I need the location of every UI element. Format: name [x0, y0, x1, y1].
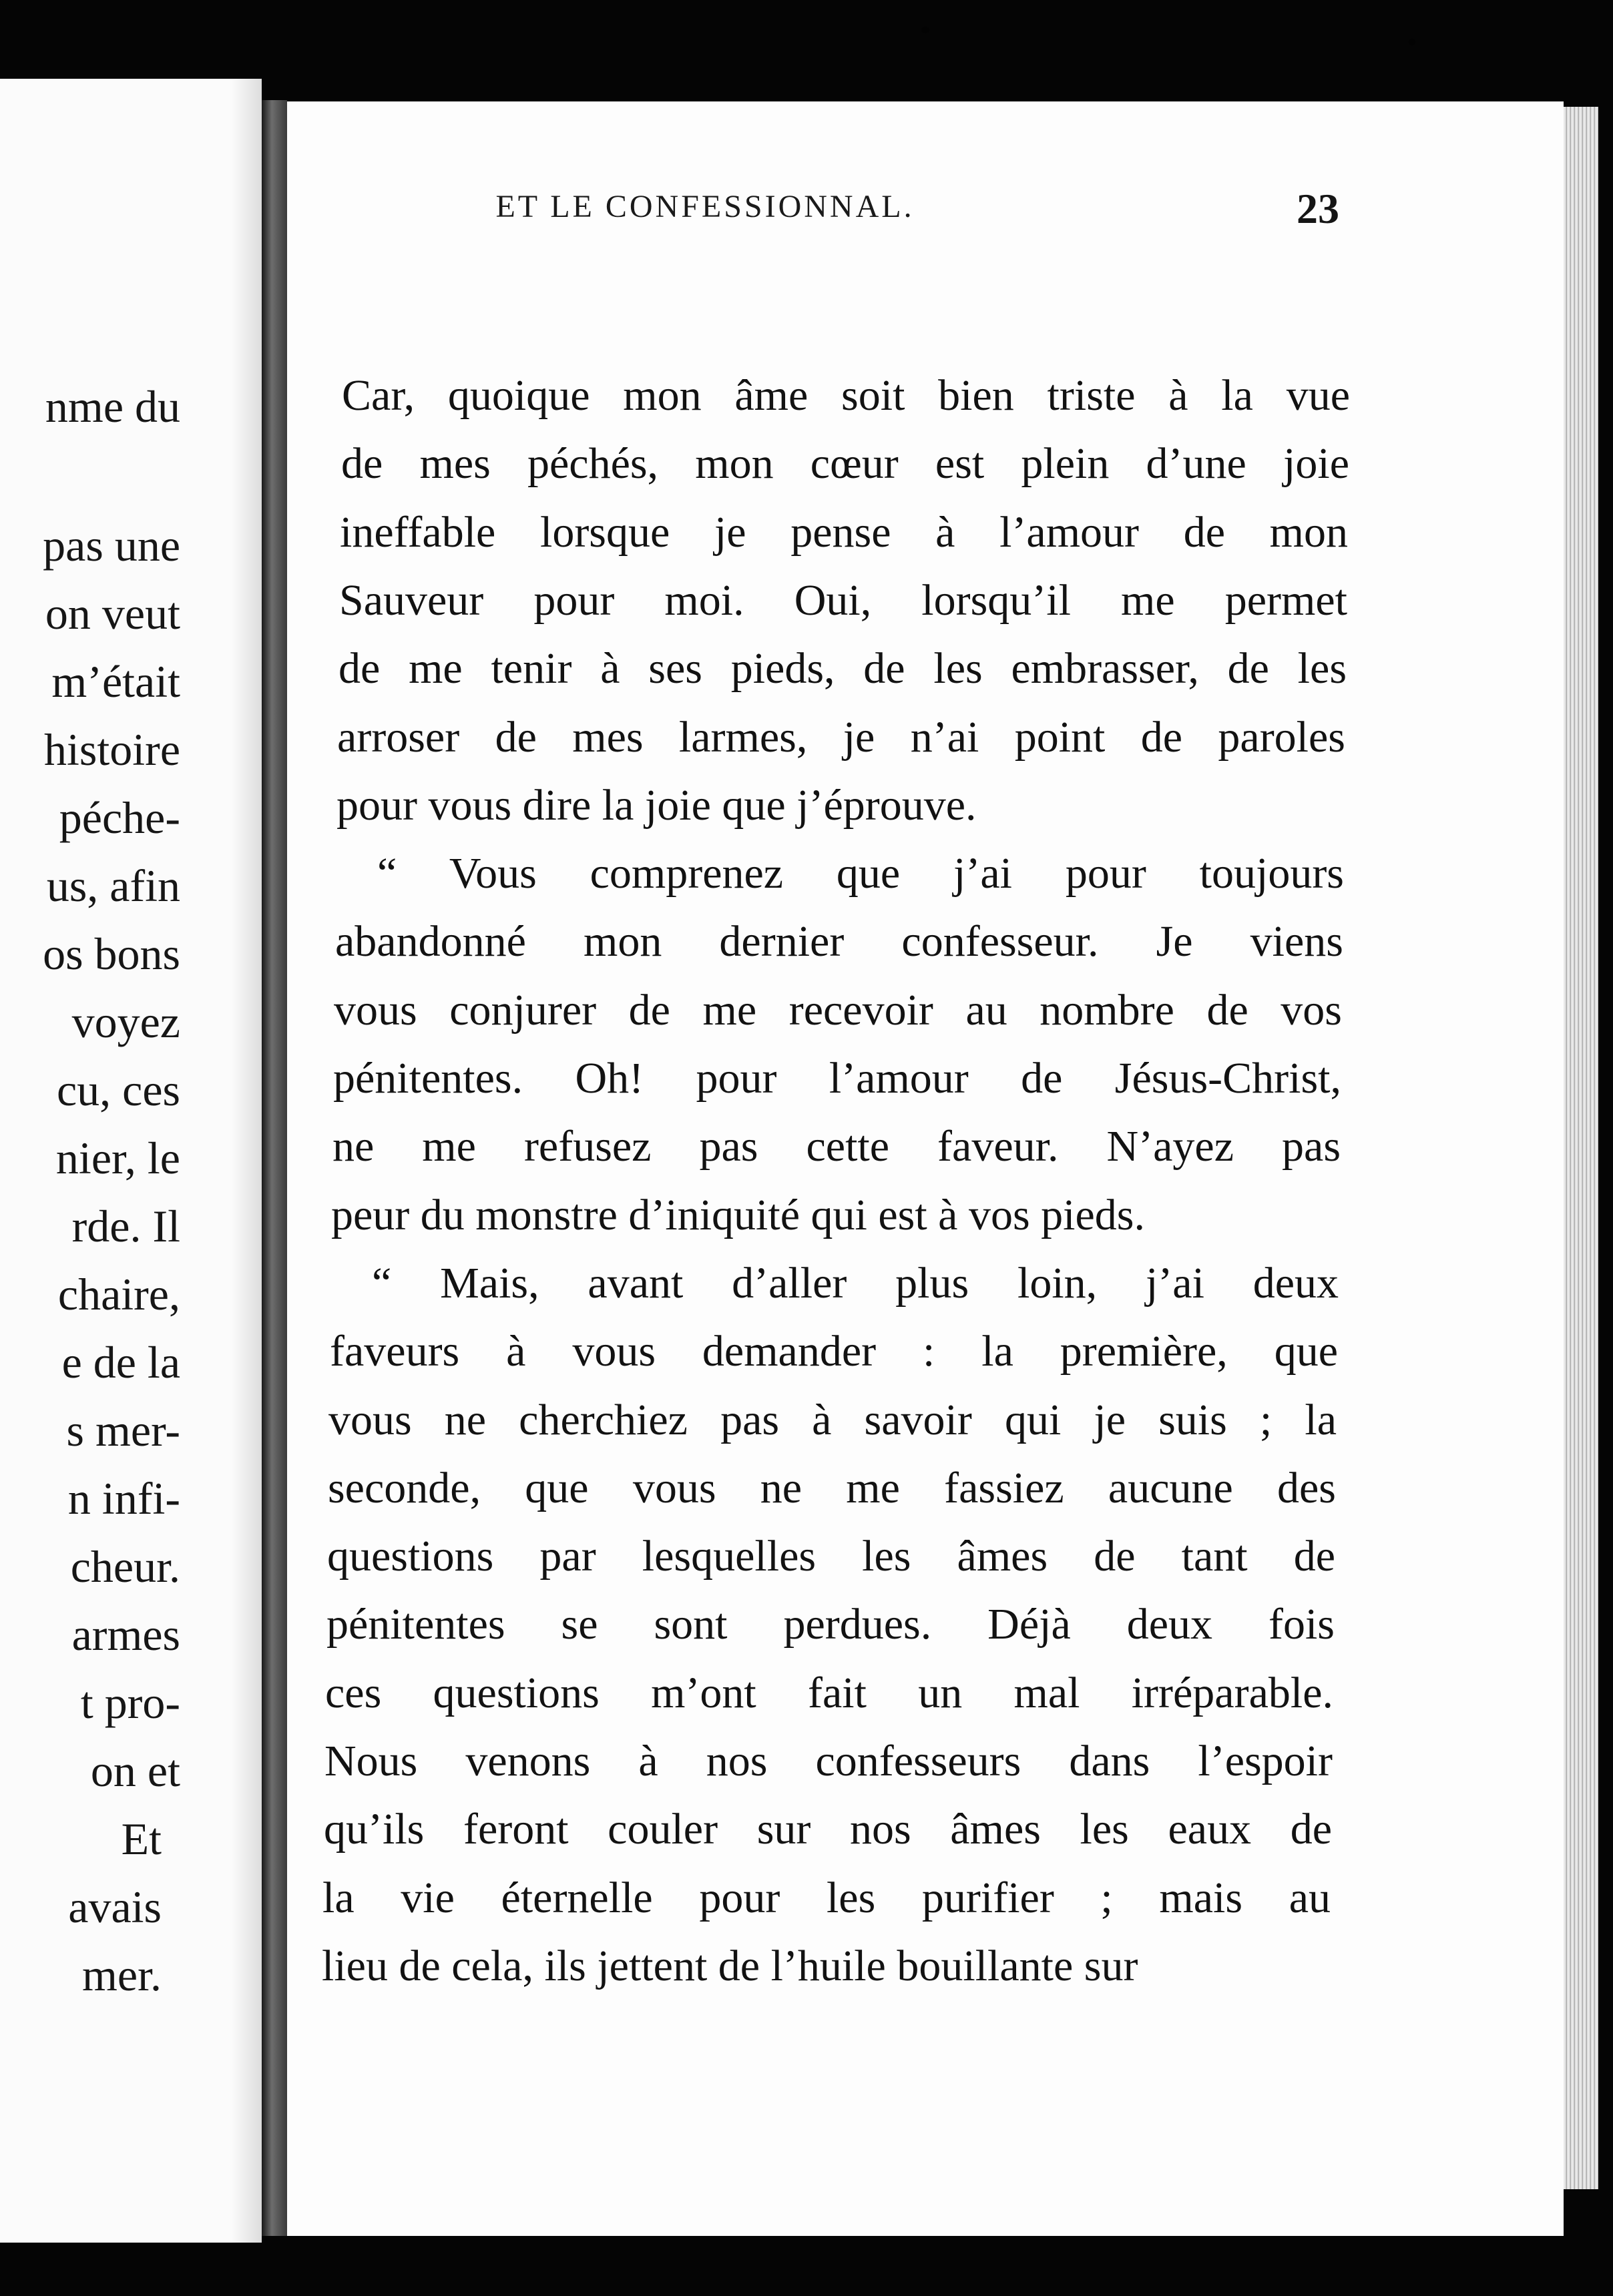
body-text-line: ne me refusez pas cette faveur. N’ayez pas — [332, 1122, 1341, 1171]
left-page-line: os bons — [43, 928, 180, 979]
body-text-line: “ Mais, avant d’aller plus loin, j’ai deux — [372, 1259, 1339, 1308]
left-page-line: s mer- — [66, 1405, 180, 1456]
body-text-line: abandonné mon dernier confesseur. Je viens — [335, 917, 1343, 966]
page-number: 23 — [1297, 185, 1339, 232]
left-page-line: on et — [90, 1745, 180, 1796]
left-page-line: chaire, — [57, 1269, 180, 1320]
body-text-line: ineffable lorsque je pense à l’amour de mon — [340, 508, 1348, 557]
scan-speck — [921, 27, 929, 33]
body-text-line: lieu de cela, ils jettent de l’huile bouillante sur — [322, 1942, 1138, 1990]
left-page-line: n infi- — [67, 1473, 180, 1524]
running-head: ET LE CONFESSIONNAL. — [495, 189, 915, 224]
body-text-line: pour vous dire la joie que j’éprouve. — [336, 781, 977, 830]
body-text-line: pénitentes se sont perdues. Déjà deux fois — [326, 1600, 1335, 1649]
body-text-line: “ Vous comprenez que j’ai pour toujours — [377, 849, 1344, 898]
left-page-line: péche- — [59, 792, 180, 843]
body-text-line: de me tenir à ses pieds, de les embrasser, de les — [338, 644, 1347, 693]
left-page-line: m’était — [51, 656, 180, 707]
body-text-line: pénitentes. Oh! pour l’amour de Jésus-Christ, — [333, 1054, 1341, 1103]
page-right — [287, 101, 1564, 2236]
body-text-line: vous ne cherchiez pas à savoir qui je suis ; la — [328, 1396, 1337, 1444]
body-text-line: peur du monstre d’iniquité qui est à vos pieds. — [331, 1191, 1145, 1239]
left-page-line: rde. Il — [71, 1201, 180, 1251]
body-text-line: Sauveur pour moi. Oui, lorsqu’il me permet — [339, 576, 1347, 625]
left-page-line: armes — [71, 1609, 180, 1660]
body-text-line: la vie éternelle pour les purifier ; mais au — [322, 1874, 1331, 1922]
left-page-line: nme du — [45, 381, 180, 432]
left-page-line: us, afin — [46, 860, 180, 911]
book-gutter — [262, 100, 287, 2236]
facing-page-left — [0, 79, 262, 2243]
body-text-line: arroser de mes larmes, je n’ai point de paroles — [337, 713, 1345, 762]
left-page-line: on veut — [45, 588, 180, 639]
body-text-line: de mes péchés, mon cœur est plein d’une joie — [341, 439, 1349, 488]
scan-speck — [1409, 39, 1415, 45]
left-page-line: t pro- — [80, 1677, 180, 1728]
body-text-line: questions par lesquelles les âmes de tant de — [327, 1532, 1335, 1581]
body-text-line: faveurs à vous demander : la première, que — [330, 1327, 1338, 1376]
left-page-line: voyez — [71, 996, 180, 1047]
body-text-line: qu’ils feront couler sur nos âmes les eaux de — [324, 1805, 1332, 1853]
left-page-line: cheur. — [70, 1541, 180, 1592]
left-page-line: e de la — [61, 1337, 180, 1388]
body-text-line: Nous venons à nos confesseurs dans l’espoir — [324, 1737, 1333, 1785]
left-page-line: pas une — [43, 520, 180, 571]
left-page-line: nier, le — [55, 1133, 180, 1183]
left-page-line: mer. — [82, 1950, 162, 2000]
page-edges — [1564, 107, 1598, 2189]
left-page-line: avais — [68, 1882, 162, 1932]
body-text-line: seconde, que vous ne me fassiez aucune des — [328, 1464, 1336, 1512]
left-page-line: Et — [121, 1813, 162, 1864]
left-page-shadow — [231, 79, 262, 2243]
body-text-line: Car, quoique mon âme soit bien triste à la vue — [342, 371, 1350, 420]
body-text-line: vous conjurer de me recevoir au nombre de vos — [334, 986, 1342, 1035]
left-page-line: cu, ces — [56, 1065, 180, 1115]
body-text-line: ces questions m’ont fait un mal irréparable. — [325, 1669, 1333, 1717]
left-page-line: histoire — [44, 724, 180, 775]
